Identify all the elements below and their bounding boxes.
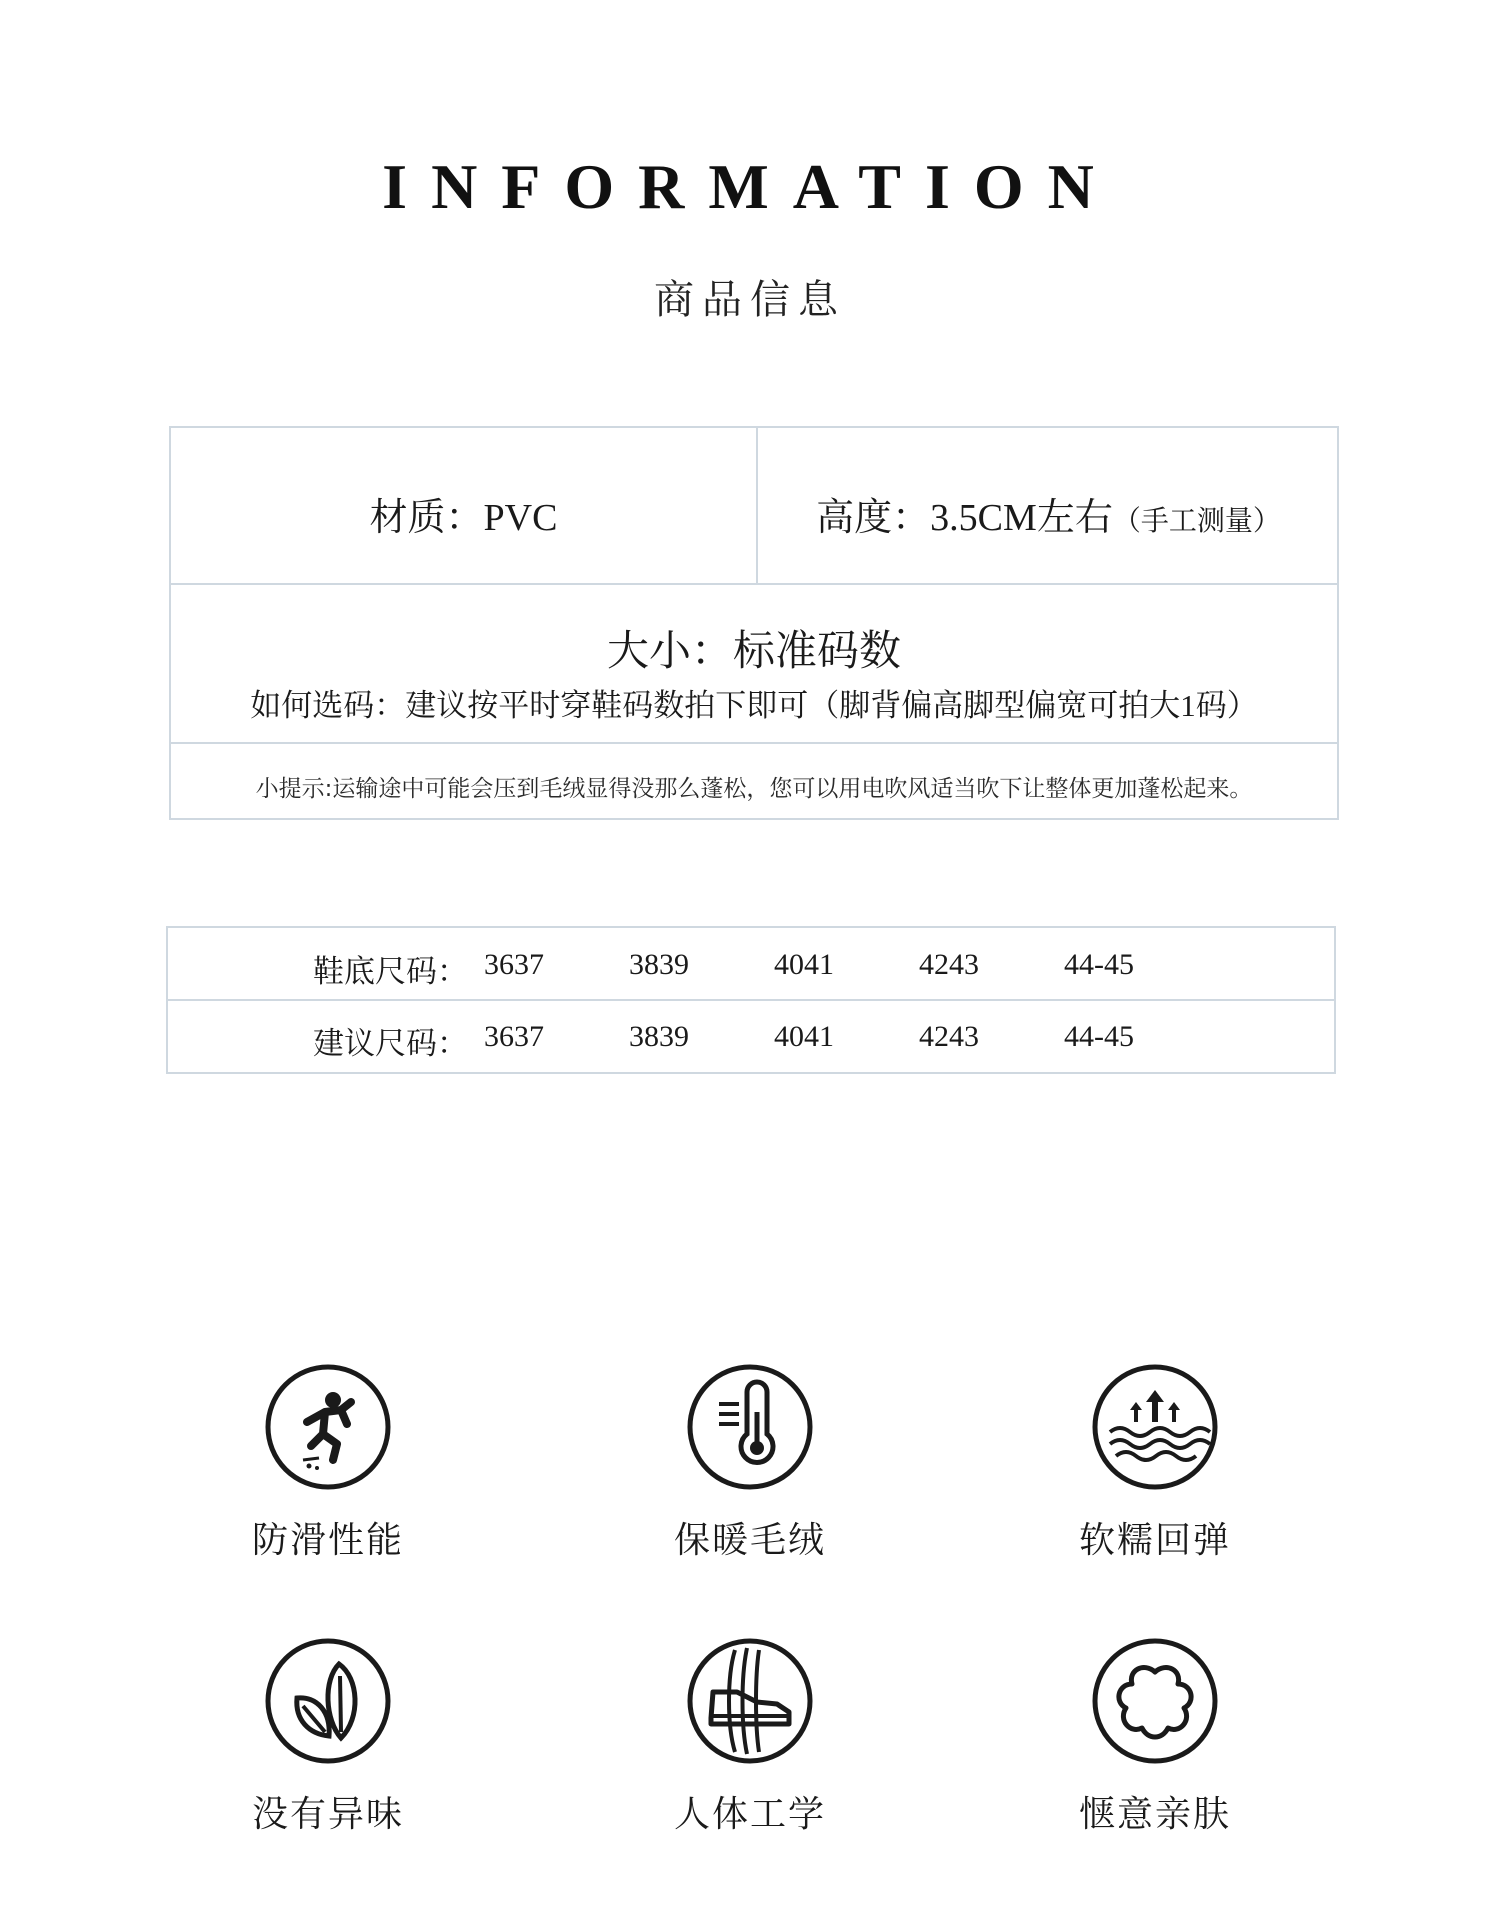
- cotton-icon: [1090, 1636, 1220, 1766]
- height-suffix: 左右: [1036, 495, 1113, 539]
- height-note: （手工测量）: [1112, 504, 1281, 537]
- page-subtitle: 商品信息: [654, 277, 846, 323]
- howto-num: 1: [1180, 688, 1196, 723]
- size-value: 3637: [484, 1020, 544, 1053]
- feature-label: 人体工学: [673, 1794, 826, 1835]
- size-value: 3839: [629, 948, 689, 981]
- size-value: 3839: [629, 1020, 689, 1053]
- size-value: 4243: [919, 1020, 979, 1053]
- size-value: 4243: [919, 948, 979, 981]
- row-label-recommended: 建议尺码：: [313, 1026, 468, 1062]
- size-value: 44-45: [1064, 948, 1134, 981]
- size-text: 大小：标准码数: [606, 626, 901, 675]
- material-cell: [171, 486, 756, 541]
- slip-icon: [263, 1362, 393, 1492]
- feature-label: 防滑性能: [251, 1520, 404, 1561]
- size-value: 4041: [774, 1020, 834, 1053]
- thermometer-icon: [685, 1362, 815, 1492]
- howto-post: 码）: [1195, 688, 1258, 724]
- row-label-sole: 鞋底尺码：: [313, 954, 468, 990]
- shoe-icon: [685, 1636, 815, 1766]
- height-label: 高度：: [816, 495, 931, 539]
- leaf-icon: [263, 1636, 393, 1766]
- feature-label: 保暖毛绒: [673, 1520, 826, 1561]
- size-value: 3637: [484, 948, 544, 981]
- feature-label: 没有异味: [251, 1794, 404, 1835]
- tip-text: 小提示:运输途中可能会压到毛绒显得没那么蓬松，您可以用电吹风适当吹下让整体更加蓬松起来。: [255, 776, 1253, 802]
- height-value: 3.5CM: [930, 497, 1037, 539]
- info-divider-1: [171, 583, 1337, 585]
- table-row: [168, 928, 1334, 998]
- size-table: [166, 926, 1336, 1074]
- size-value: 44-45: [1064, 1020, 1134, 1053]
- material-label: 材质：: [369, 495, 484, 539]
- height-cell: [758, 486, 1339, 541]
- feature-label: 惬意亲肤: [1078, 1794, 1231, 1835]
- howto-text: [171, 680, 1337, 725]
- howto-pre: 如何选码：建议按平时穿鞋码数拍下即可（脚背偏高脚型偏宽可拍大: [250, 688, 1181, 724]
- table-row: [168, 1000, 1334, 1070]
- material-value: PVC: [483, 497, 558, 539]
- feature-label: 软糯回弹: [1078, 1520, 1231, 1561]
- size-value: 4041: [774, 948, 834, 981]
- info-divider-2: [171, 742, 1337, 744]
- info-box: [169, 426, 1339, 820]
- rebound-icon: [1090, 1362, 1220, 1492]
- page-title: INFORMATION: [382, 151, 1118, 222]
